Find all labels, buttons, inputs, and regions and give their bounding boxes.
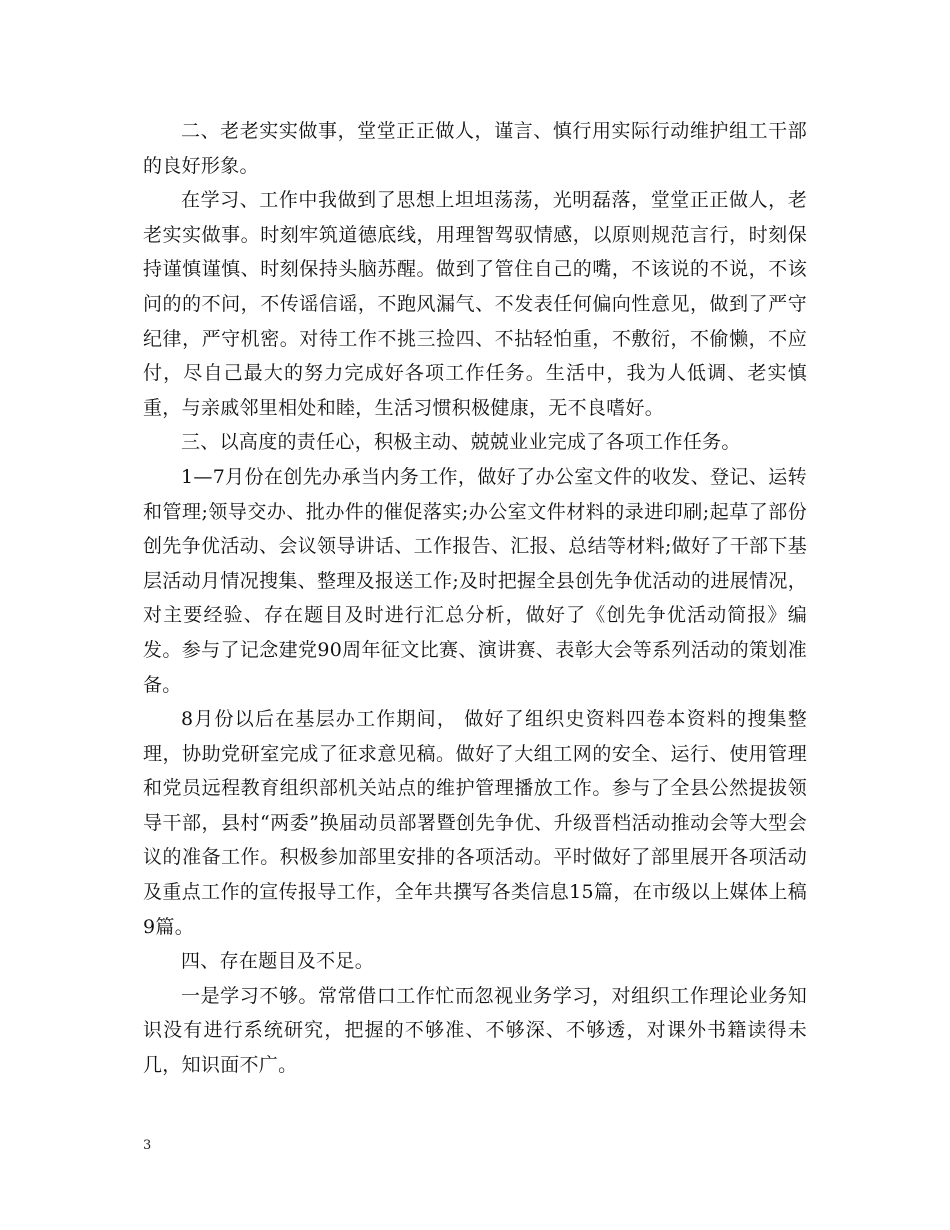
section-three-body-1: 1—7月份在创先办承当内务工作，做好了办公室文件的收发、登记、运转和管理;领导交办、批办件的催促落实;办公室文件材料的录进印刷;起草了部份创先争优活动、会议领导讲话、工作报告、汇报、总结等材料;做好了干部下基层活动月情况搜集、整理及报送工作;及时把握全县创先争优活动的进展情况，对主要经验、存在题目及时进行汇总分析，做好了《创先争优活动简报》编发。参与了记念建党90周年征文比赛、演讲赛、表彰大会等系列活动的策划准备。	[143, 465, 807, 696]
section-two-body: 在学习、工作中我做到了思想上坦坦荡荡，光明磊落，堂堂正正做人，老老实实做事。时刻牢筑道德底线，用理智驾驭情感，以原则规范言行，时刻保持谨慎谨慎、时刻保持头脑苏醒。做到了管住自己的嘴，不该说的不说，不该问的的不问，不传谣信谣，不跑风漏气、不发表任何偏向性意见，做到了严守纪律，严守机密。对待工作不挑三捡四、不拈轻怕重，不敷衍，不偷懒，不应付，尽自己最大的努力完成好各项工作任务。生活中，我为人低调、老实慎重，与亲戚邻里相处和睦，生活习惯积极健康，无不良嗜好。	[143, 189, 807, 419]
document-body	[143, 114, 807, 1083]
section-four-heading: 四、存在题目及不足。	[181, 950, 375, 973]
page-number: 3	[143, 1138, 152, 1153]
section-three-heading: 三、以高度的责任心，积极主动、兢兢业业完成了各项工作任务。	[181, 431, 741, 454]
section-two-heading: 二、老老实实做事，堂堂正正做人，谨言、慎行用实际行动维护组工干部的良好形象。	[143, 120, 807, 177]
section-three-body-2: 8月份以后在基层办工作期间， 做好了组织史资料四卷本资料的搜集整理，协助党研室完成了征求意见稿。做好了大组工网的安全、运行、使用管理和党员远程教育组织部机关站点的维护管理播放工作。参与了全县公然提拔领导干部，县村“两委”换届动员部署暨创先争优、升级晋档活动推动会等大型会议的准备工作。积极参加部里安排的各项活动。平时做好了部里展开各项活动及重点工作的宣传报导工作，全年共撰写各类信息15篇，在市级以上媒体上稿9篇。	[143, 708, 807, 938]
section-four-body: 一是学习不够。常常借口工作忙而忽视业务学习，对组织工作理论业务知识没有进行系统研究，把握的不够准、不够深、不够透，对课外书籍读得未几，知识面不广。	[143, 984, 807, 1077]
